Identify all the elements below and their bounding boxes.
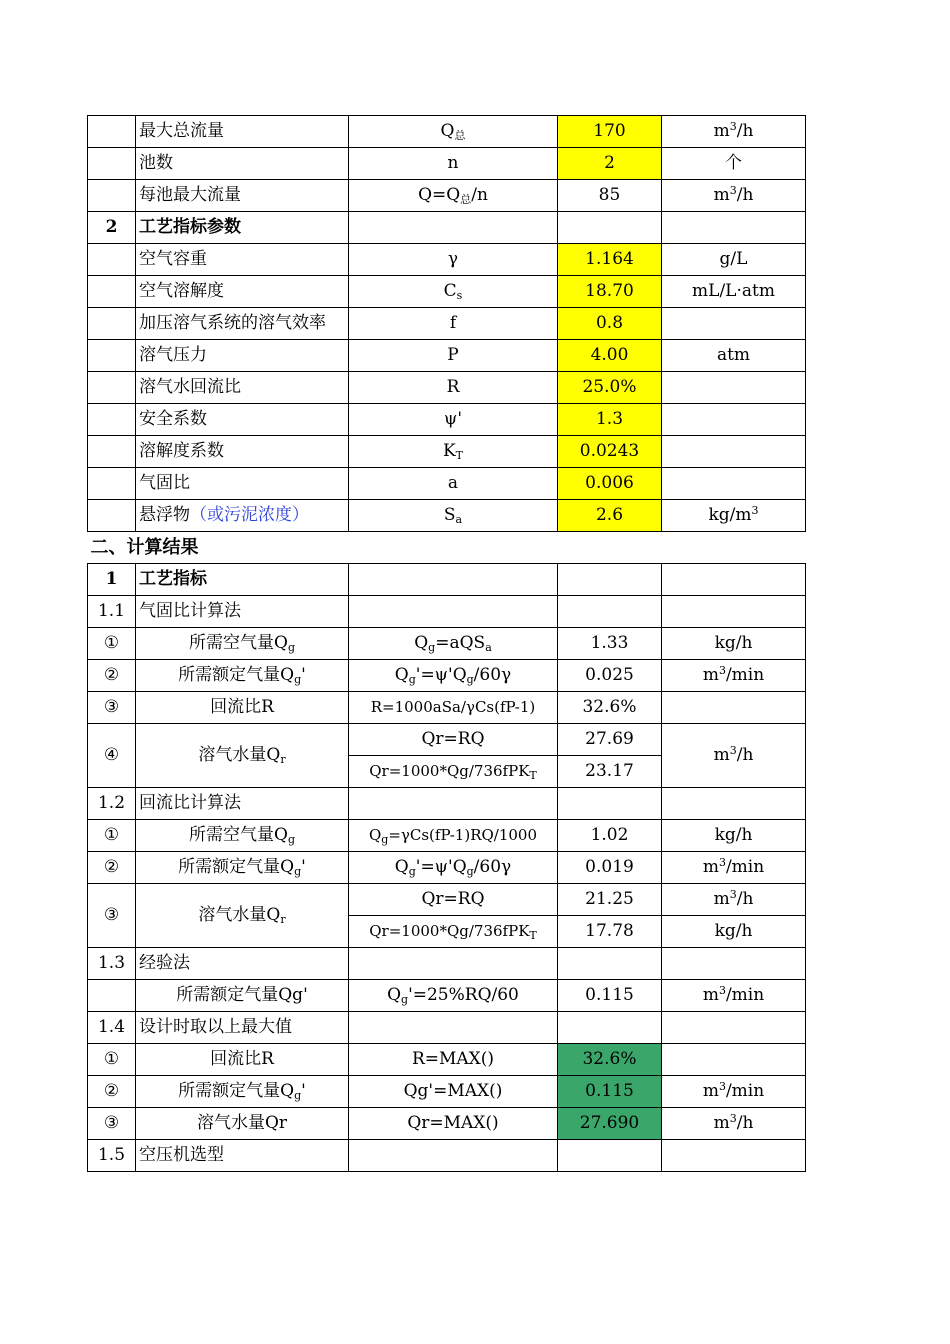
row-number bbox=[88, 468, 136, 500]
row-number bbox=[88, 340, 136, 372]
value-cell: 1.3 bbox=[558, 404, 662, 436]
row-number: ③ bbox=[88, 692, 136, 724]
row-label: 所需额定气量$Q_g'$ bbox=[136, 852, 349, 884]
parameter-name: 最大总流量 bbox=[136, 116, 349, 148]
row-number bbox=[88, 500, 136, 532]
parameter-name: 加压溶气系统的溶气效率 bbox=[136, 308, 349, 340]
row-label: 溶气水量$Q_r$ bbox=[136, 724, 349, 788]
parameter-note: （或污泥浓度） bbox=[190, 505, 309, 525]
unit-cell: kg/h bbox=[662, 820, 806, 852]
symbol-cell: ψ' bbox=[349, 404, 558, 436]
parameter-name: 工艺指标参数 bbox=[136, 212, 349, 244]
row-number: 1.3 bbox=[88, 948, 136, 980]
row-number bbox=[88, 436, 136, 468]
table-row bbox=[88, 1044, 806, 1076]
table-row bbox=[88, 884, 806, 916]
row-label: 溶气水量$Q_r$ bbox=[136, 884, 349, 948]
value-cell: 2 bbox=[558, 148, 662, 180]
row-label: 回流比R bbox=[136, 692, 349, 724]
unit-cell bbox=[662, 404, 806, 436]
parameter-name: 空气溶解度 bbox=[136, 276, 349, 308]
formula-cell: Qr=RQ bbox=[349, 724, 558, 756]
symbol-cell: $S_a$ bbox=[349, 500, 558, 532]
parameter-name: 池数 bbox=[136, 148, 349, 180]
row-label: 溶气水量Qr bbox=[136, 1108, 349, 1140]
row-number: ① bbox=[88, 1044, 136, 1076]
unit-cell: $m^3/\min$ bbox=[662, 660, 806, 692]
row-label: 所需额定气量$Q_g'$ bbox=[136, 660, 349, 692]
section-title: 二、计算结果 bbox=[88, 532, 806, 564]
value-cell: 85 bbox=[558, 180, 662, 212]
table-row bbox=[88, 852, 806, 884]
formula-cell: Qr=1000*Qg/736fPK$_T$ bbox=[349, 756, 558, 788]
parameter-name: 安全系数 bbox=[136, 404, 349, 436]
value-cell: 0.115 bbox=[558, 980, 662, 1012]
formula-cell: $Q_g'=\psi'Q_g/60\gamma$ bbox=[349, 660, 558, 692]
row-number bbox=[88, 180, 136, 212]
unit-cell: $m^3/h$ bbox=[662, 116, 806, 148]
parameter-row bbox=[88, 180, 806, 212]
row-number: ② bbox=[88, 660, 136, 692]
symbol-cell: $Q_总$ bbox=[349, 116, 558, 148]
row-number: ④ bbox=[88, 724, 136, 788]
result-value-cell: 32.6% bbox=[558, 1044, 662, 1076]
table-row bbox=[88, 596, 806, 628]
row-number bbox=[88, 404, 136, 436]
table-row bbox=[88, 1076, 806, 1108]
row-number: ③ bbox=[88, 1108, 136, 1140]
parameter-row bbox=[88, 436, 806, 468]
formula-cell: Qr=1000*Qg/736fPK$_T$ bbox=[349, 916, 558, 948]
value-cell: 0.025 bbox=[558, 660, 662, 692]
value-cell: 2.6 bbox=[558, 500, 662, 532]
unit-cell: kg/h bbox=[662, 628, 806, 660]
row-label: 所需额定气量$Q_g'$ bbox=[136, 1076, 349, 1108]
parameter-name: 悬浮物（或污泥浓度） bbox=[136, 500, 349, 532]
symbol-cell: γ bbox=[349, 244, 558, 276]
parameter-name: 每池最大流量 bbox=[136, 180, 349, 212]
row-label: 所需额定气量Qg' bbox=[136, 980, 349, 1012]
symbol-cell: $Q=Q_总/n$ bbox=[349, 180, 558, 212]
row-number: 2 bbox=[88, 212, 136, 244]
value-cell: 1.02 bbox=[558, 820, 662, 852]
value-cell: 21.25 bbox=[558, 884, 662, 916]
parameter-row bbox=[88, 404, 806, 436]
unit-cell: $m^3/h$ bbox=[662, 884, 806, 916]
unit-cell bbox=[662, 212, 806, 244]
parameter-row bbox=[88, 372, 806, 404]
parameter-name: 溶气水回流比 bbox=[136, 372, 349, 404]
symbol-cell: R bbox=[349, 372, 558, 404]
row-number: 1.4 bbox=[88, 1012, 136, 1044]
value-cell: 27.69 bbox=[558, 724, 662, 756]
row-number: ③ bbox=[88, 884, 136, 948]
unit-cell bbox=[662, 372, 806, 404]
unit-cell: mL/L·atm bbox=[662, 276, 806, 308]
value-cell: 4.00 bbox=[558, 340, 662, 372]
parameter-name: 气固比 bbox=[136, 468, 349, 500]
formula-cell: Qg'=MAX() bbox=[349, 1076, 558, 1108]
row-number: ② bbox=[88, 852, 136, 884]
value-cell: 18.70 bbox=[558, 276, 662, 308]
table-row bbox=[88, 788, 806, 820]
unit-cell: g/L bbox=[662, 244, 806, 276]
result-value-cell: 0.115 bbox=[558, 1076, 662, 1108]
formula-cell: $Q_g=aQS_a$ bbox=[349, 628, 558, 660]
value-cell: 23.17 bbox=[558, 756, 662, 788]
value-cell: 0.0243 bbox=[558, 436, 662, 468]
row-label: 设计时取以上最大值 bbox=[136, 1012, 349, 1044]
table-row bbox=[88, 628, 806, 660]
parameter-name: 空气容重 bbox=[136, 244, 349, 276]
formula-cell: Qr=RQ bbox=[349, 884, 558, 916]
formula-cell: $Q_g'=25\%RQ/60$ bbox=[349, 980, 558, 1012]
unit-cell: $m^3/h$ bbox=[662, 724, 806, 788]
symbol-cell: $K_T$ bbox=[349, 436, 558, 468]
row-number: 1 bbox=[88, 564, 136, 596]
unit-cell bbox=[662, 468, 806, 500]
unit-cell: $m^3/h$ bbox=[662, 1108, 806, 1140]
result-value-cell: 27.690 bbox=[558, 1108, 662, 1140]
parameter-row bbox=[88, 468, 806, 500]
formula-cell: $Q_g'=\psi'Q_g/60\gamma$ bbox=[349, 852, 558, 884]
row-label: 空压机选型 bbox=[136, 1140, 349, 1172]
value-cell: 0.019 bbox=[558, 852, 662, 884]
value-cell bbox=[558, 212, 662, 244]
row-number bbox=[88, 276, 136, 308]
row-number bbox=[88, 244, 136, 276]
row-number: 1.2 bbox=[88, 788, 136, 820]
parameter-rows bbox=[88, 116, 806, 532]
row-number bbox=[88, 116, 136, 148]
table-row bbox=[88, 980, 806, 1012]
parameter-row bbox=[88, 308, 806, 340]
value-cell: 1.33 bbox=[558, 628, 662, 660]
row-number: ① bbox=[88, 820, 136, 852]
section-header-row bbox=[88, 212, 806, 244]
table-row bbox=[88, 692, 806, 724]
parameter-row bbox=[88, 500, 806, 532]
table-row bbox=[88, 660, 806, 692]
symbol-cell: f bbox=[349, 308, 558, 340]
parameter-name: 溶气压力 bbox=[136, 340, 349, 372]
result-rows bbox=[88, 532, 806, 1172]
row-number bbox=[88, 372, 136, 404]
unit-cell: 个 bbox=[662, 148, 806, 180]
row-label: 工艺指标 bbox=[136, 564, 349, 596]
formula-cell: R=1000aSa/γCs(fP-1) bbox=[349, 692, 558, 724]
parameter-name: 溶解度系数 bbox=[136, 436, 349, 468]
unit-cell bbox=[662, 308, 806, 340]
row-label: 回流比计算法 bbox=[136, 788, 349, 820]
row-number bbox=[88, 308, 136, 340]
calculation-sheet bbox=[87, 115, 806, 1172]
table-row bbox=[88, 724, 806, 756]
parameter-row bbox=[88, 116, 806, 148]
table-row bbox=[88, 948, 806, 980]
value-cell: 17.78 bbox=[558, 916, 662, 948]
unit-cell: $m^3/h$ bbox=[662, 180, 806, 212]
row-number: 1.5 bbox=[88, 1140, 136, 1172]
value-cell: 0.8 bbox=[558, 308, 662, 340]
value-cell: 32.6% bbox=[558, 692, 662, 724]
parameter-row bbox=[88, 276, 806, 308]
value-cell: 1.164 bbox=[558, 244, 662, 276]
symbol-cell: n bbox=[349, 148, 558, 180]
symbol-cell: $C_s$ bbox=[349, 276, 558, 308]
unit-cell: $m^3/\min$ bbox=[662, 1076, 806, 1108]
unit-cell: kg/h bbox=[662, 916, 806, 948]
unit-cell: $kg/m^3$ bbox=[662, 500, 806, 532]
row-number: ② bbox=[88, 1076, 136, 1108]
value-cell: 170 bbox=[558, 116, 662, 148]
parameter-row bbox=[88, 148, 806, 180]
value-cell: 25.0% bbox=[558, 372, 662, 404]
row-label: 所需空气量$Q_g$ bbox=[136, 820, 349, 852]
unit-cell bbox=[662, 436, 806, 468]
table-row bbox=[88, 1140, 806, 1172]
row-label: 气固比计算法 bbox=[136, 596, 349, 628]
row-number: ① bbox=[88, 628, 136, 660]
unit-cell: $m^3/\min$ bbox=[662, 980, 806, 1012]
table-row bbox=[88, 1108, 806, 1140]
value-cell: 0.006 bbox=[558, 468, 662, 500]
symbol-cell: a bbox=[349, 468, 558, 500]
symbol-cell: P bbox=[349, 340, 558, 372]
row-label: 所需空气量$Q_g$ bbox=[136, 628, 349, 660]
symbol-cell bbox=[349, 212, 558, 244]
table-row bbox=[88, 1012, 806, 1044]
row-label: 回流比R bbox=[136, 1044, 349, 1076]
row-number bbox=[88, 148, 136, 180]
row-label: 经验法 bbox=[136, 948, 349, 980]
section-row bbox=[88, 532, 806, 564]
table-row bbox=[88, 564, 806, 596]
row-number: 1.1 bbox=[88, 596, 136, 628]
parameter-row bbox=[88, 244, 806, 276]
formula-cell: R=MAX() bbox=[349, 1044, 558, 1076]
formula-cell: $Q_g=\gamma Cs(fP-1)RQ/1000$ bbox=[349, 820, 558, 852]
table-row bbox=[88, 820, 806, 852]
unit-cell: atm bbox=[662, 340, 806, 372]
unit-cell: $m^3/\min$ bbox=[662, 852, 806, 884]
parameter-row bbox=[88, 340, 806, 372]
formula-cell: Qr=MAX() bbox=[349, 1108, 558, 1140]
